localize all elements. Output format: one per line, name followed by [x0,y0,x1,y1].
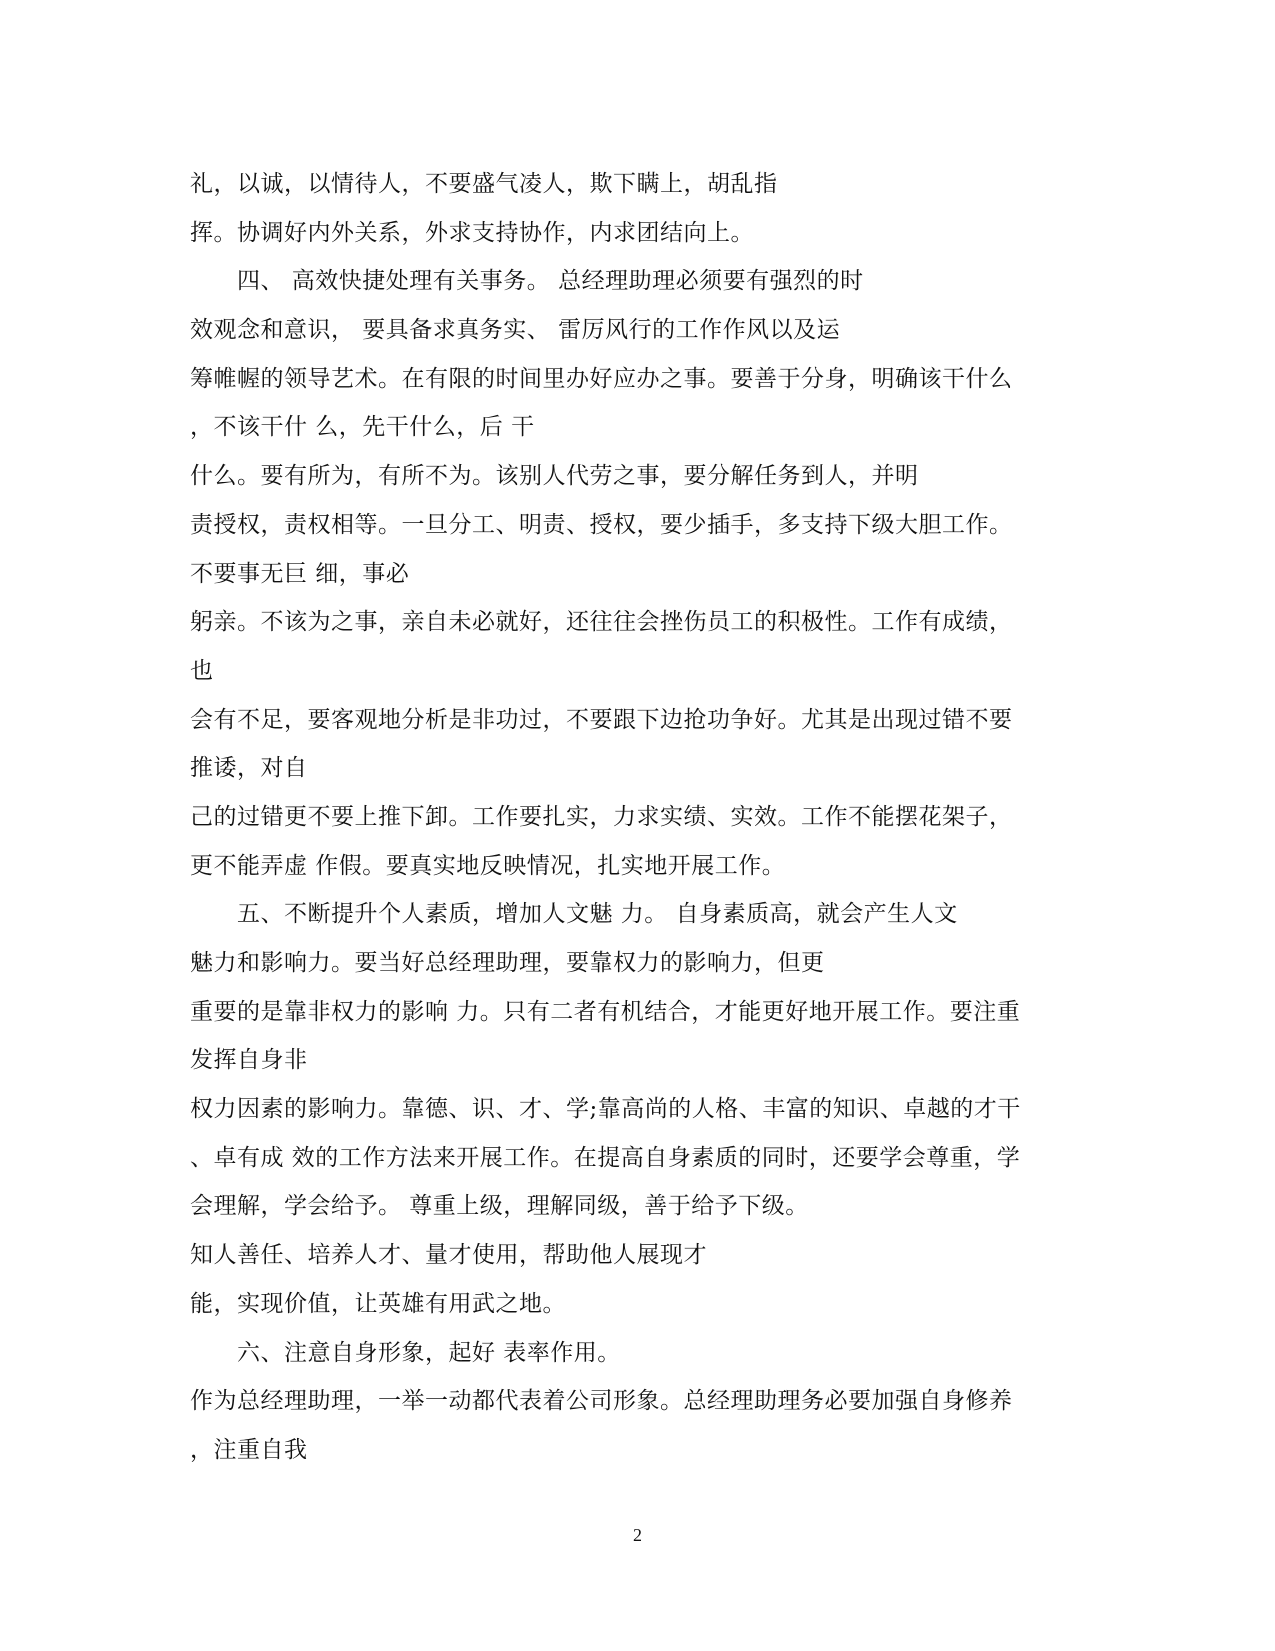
page-number: 2 [633,1525,642,1545]
text-line: 五、不断提升个人素质，增加人文魅 力。 自身素质高，就会产生人文 [190,901,958,928]
text-line: 筹帷幄的领导艺术。在有限的时间里办好应办之事。要善于分身，明确该干什么 [190,365,1013,392]
text-line: 知人善任、培养人才、量才使用，帮助他人展现才 [190,1242,707,1269]
text-line: 权力因素的影响力。靠德、识、才、学;靠高尚的人格、丰富的知识、卓越的才干 [190,1096,1021,1123]
text-line: 作为总经理助理，一举一动都代表着公司形象。总经理助理务必要加强自身修养 [190,1388,1013,1415]
text-line: 不要事无巨 细，事必 [190,560,410,587]
text-line: 推诿，对自 [190,755,308,782]
text-line: 挥。协调好内外关系，外求支持协作，内求团结向上。 [190,219,754,246]
text-line: 六、注意自身形象，起好 表率作用。 [190,1339,621,1366]
text-line: 礼，以诚，以情待人，不要盛气凌人，欺下瞒上，胡乱指 [190,171,778,197]
text-line: ，不该干什 么，先干什么，后 干 [190,414,535,441]
text-line: 魅力和影响力。要当好总经理助理，要靠权力的影响力，但更 [190,950,825,976]
text-line: 也 [190,657,214,684]
text-line: ，注重自我 [190,1436,308,1463]
text-line: 会理解，学会给予。 尊重上级，理解同级，善于给予下级。 [190,1193,809,1220]
text-line: 能，实现价值，让英雄有用武之地。 [190,1290,566,1317]
text-line: 、卓有成 效的工作方法来开展工作。在提高自身素质的同时，还要学会尊重，学 [190,1144,1021,1171]
text-line: 效观念和意识， 要具备求真务实、 雷厉风行的工作作风以及运 [190,317,841,344]
text-line: 会有不足，要客观地分析是非功过，不要跟下边抢功争好。尤其是出现过错不要 [190,706,1013,733]
text-line: 四、 高效快捷处理有关事务。 总经理助理必须要有强烈的时 [190,268,864,295]
text-line: 责授权，责权相等。一旦分工、明责、授权，要少插手，多支持下级大胆工作。 [190,511,1013,538]
text-line: 更不能弄虚 作假。要真实地反映情况，扎实地开展工作。 [190,852,786,879]
body-text [190,160,1090,1475]
text-line: 什么。要有所为，有所不为。该别人代劳之事，要分解任务到人，并明 [190,463,919,490]
text-line: 重要的是靠非权力的影响 力。只有二者有机结合，才能更好地开展工作。要注重 [190,998,1021,1025]
text-line: 己的过错更不要上推下卸。工作要扎实，力求实绩、实效。工作不能摆花架子， [190,803,1013,830]
text-line: 发挥自身非 [190,1047,308,1074]
text-line: 躬亲。不该为之事，亲自未必就好，还往往会挫伤员工的积极性。工作有成绩， [190,609,1013,636]
